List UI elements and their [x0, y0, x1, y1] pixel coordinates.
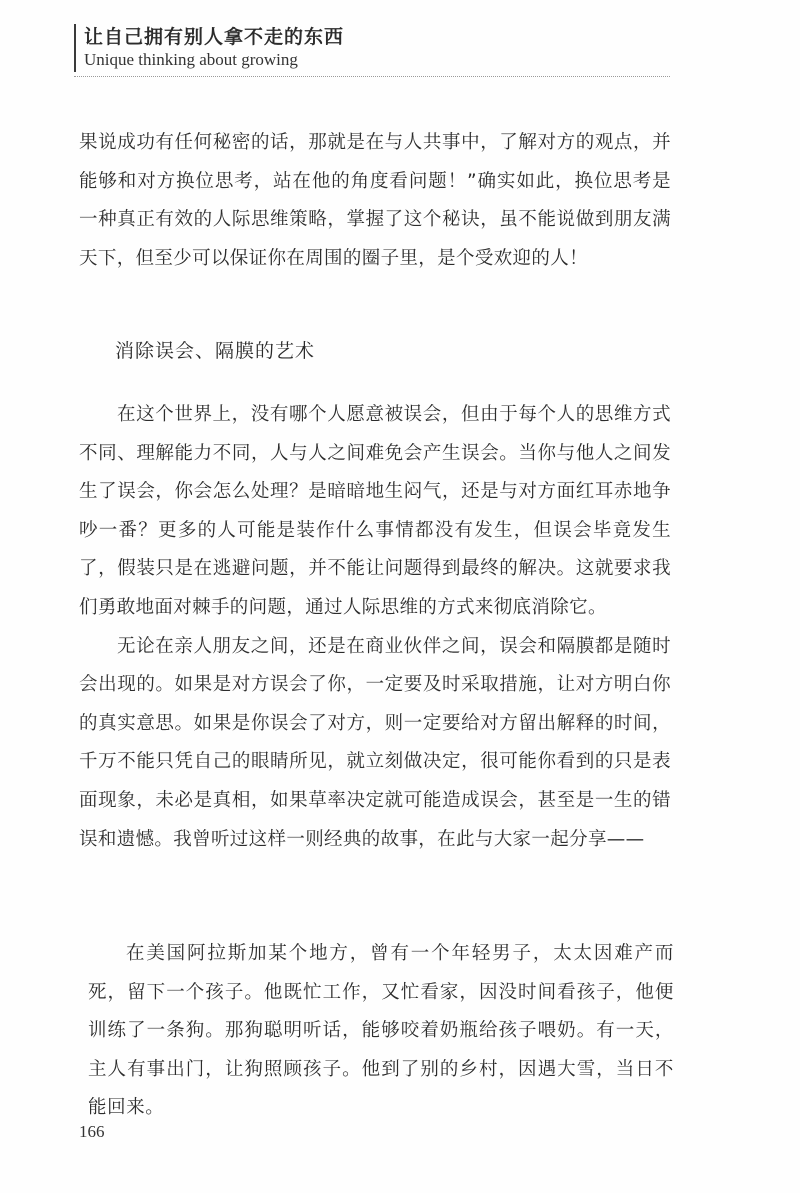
- page-number: 166: [79, 1122, 105, 1141]
- header-vertical-bar: [74, 24, 76, 72]
- section-body: [79, 396, 671, 859]
- story-paragraph: 在美国阿拉斯加某个地方，曾有一个年轻男子，太太因难产而死，留下一个孩子。他既忙工作，又忙看家，因没时间看孩子，他便训练了一条狗。那狗聪明听话，能够咬着奶瓶给孩子喂奶。有一天，主人有事出门，让狗照顾孩子。他到了别的乡村，因遇大雪，当日不能回来。: [88, 943, 674, 1119]
- section-heading: 消除误会、隔膜的艺术: [115, 340, 316, 362]
- header-title: 让自己拥有别人拿不走的东西: [84, 26, 345, 48]
- header-subtitle: Unique thinking about growing: [84, 50, 298, 69]
- intro-paragraph: 果说成功有任何秘密的话，那就是在与人共事中，了解对方的观点，并能够和对方换位思考，站在他的角度看问题！”确实如此，换位思考是一种真正有效的人际思维策略，掌握了这个秘诀，虽不能说做到朋友满天下，但至少可以保证你在周围的圈子里，是个受欢迎的人！: [79, 132, 671, 269]
- running-header: [74, 20, 670, 78]
- story-text: [88, 935, 674, 1128]
- body-paragraph: 在这个世界上，没有哪个人愿意被误会，但由于每个人的思维方式不同、理解能力不同，人与人之间难免会产生误会。当你与他人之间发生了误会，你会怎么处理？是暗暗地生闷气，还是与对方面红耳赤地争吵一番？更多的人可能是装作什么事情都没有发生，但误会毕竟发生了，假装只是在逃避问题，并不能让问题得到最终的解决。这就要求我们勇敢地面对棘手的问题，通过人际思维的方式来彻底消除它。: [79, 404, 671, 618]
- body-paragraph: 无论在亲人朋友之间，还是在商业伙伴之间，误会和隔膜都是随时会出现的。如果是对方误会了你，一定要及时采取措施，让对方明白你的真实意思。如果是你误会了对方，则一定要给对方留出解释的时间，千万不能只凭自己的眼睛所见，就立刻做决定，很可能你看到的只是表面现象，未必是真相，如果草率决定就可能造成误会，甚至是一生的错误和遗憾。我曾听过这样一则经典的故事，在此与大家一起分享——: [79, 635, 671, 850]
- intro-text: [79, 124, 671, 278]
- header-divider: [74, 76, 670, 77]
